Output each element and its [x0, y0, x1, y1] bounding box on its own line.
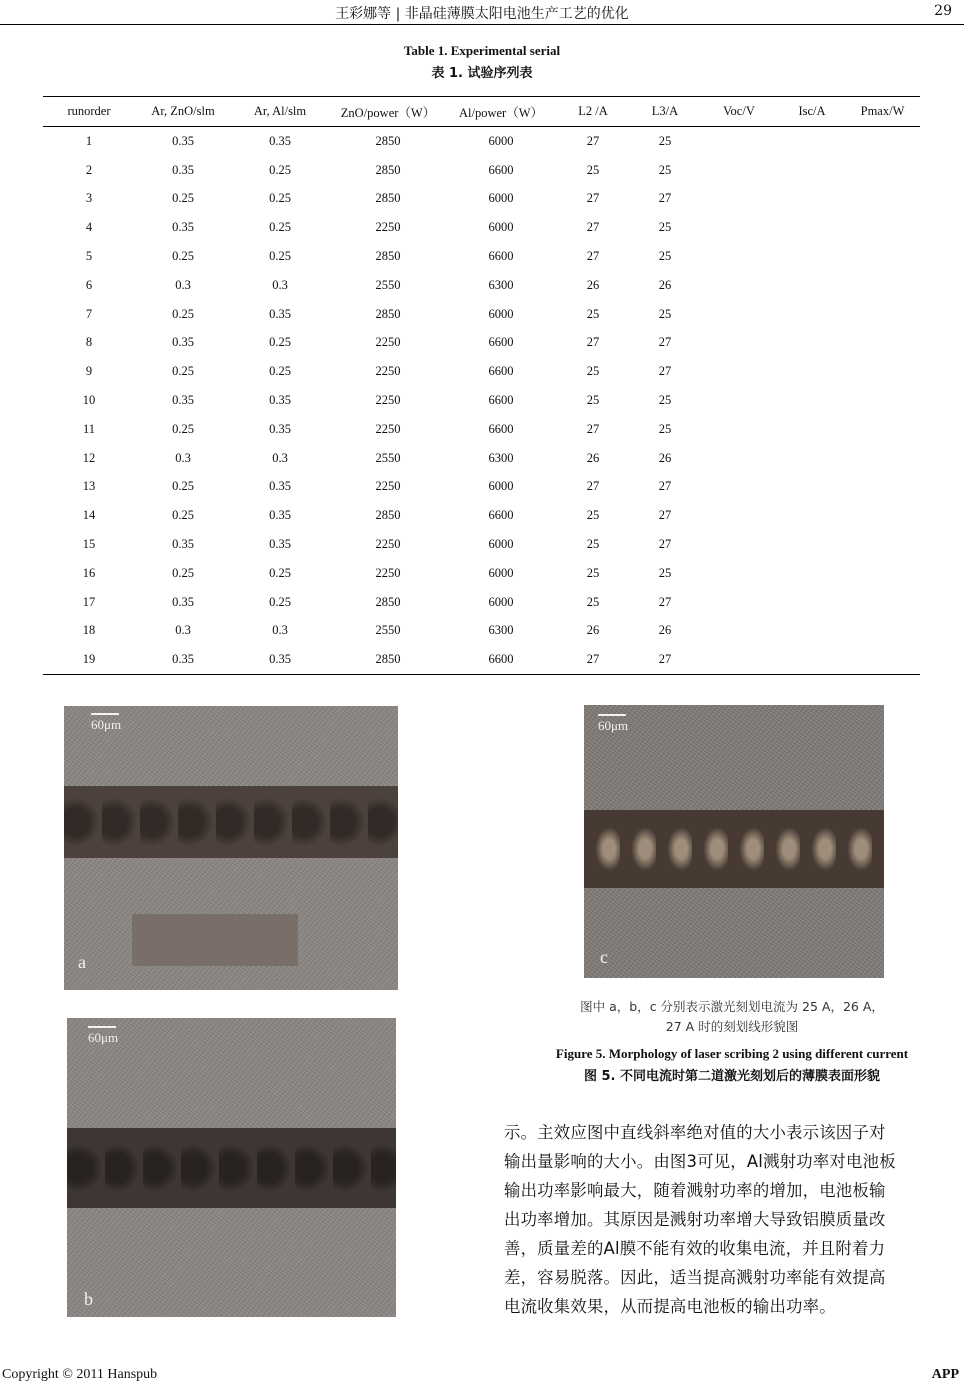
table-cell [845, 588, 920, 617]
journal-abbrev: APP [931, 1367, 959, 1382]
table-row [43, 588, 920, 617]
table-cell: 2850 [375, 249, 401, 264]
table-cell: 6000 [488, 479, 514, 494]
table-row [43, 300, 920, 329]
table-cell [779, 300, 845, 329]
table-cell: 0.25 [172, 421, 194, 436]
table-row [43, 213, 920, 242]
table-row [43, 357, 920, 386]
table-cell: 6600 [488, 421, 514, 436]
table-cell: 2250 [375, 421, 401, 436]
table-cell: 6300 [488, 623, 514, 638]
table-cell: 6600 [488, 364, 514, 379]
table-cell: 2850 [375, 652, 401, 667]
table-cell [779, 127, 845, 156]
table-cell: 25 [586, 162, 600, 177]
table-cell: 0.35 [172, 652, 194, 667]
table-cell: 2850 [375, 594, 401, 609]
table-cell: 0.3 [272, 623, 288, 638]
page-number: 29 [934, 3, 952, 19]
table-cell: 26 [586, 277, 600, 292]
table-cell: 27 [658, 191, 672, 206]
table-cell [699, 242, 779, 271]
table-cell: 6600 [488, 162, 514, 177]
table-cell: 2550 [375, 623, 401, 638]
table-cell [699, 156, 779, 185]
table-cell: 25 [586, 364, 600, 379]
table-row [43, 127, 920, 156]
table-cell [845, 645, 920, 674]
column-header: Al/power（W） [458, 105, 543, 120]
table-cell [699, 300, 779, 329]
table-header-row [43, 97, 920, 127]
figure-note-line-1: 图中 a，b，c 分别表示激光刻划电流为 25 A，26 A， [580, 999, 884, 1014]
table-cell: 25 [586, 565, 600, 580]
panel-label: b [84, 1289, 93, 1309]
table-cell: 7 [85, 306, 93, 321]
table-cell [845, 156, 920, 185]
table-cell: 0.25 [269, 565, 291, 580]
table-cell: 0.35 [269, 508, 291, 523]
table-cell: 1 [85, 133, 93, 148]
table-cell: 0.25 [269, 335, 291, 350]
table-cell: 2850 [375, 508, 401, 523]
table-cell: 6 [85, 277, 93, 292]
table-cell: 0.25 [172, 508, 194, 523]
table-cell: 2250 [375, 537, 401, 552]
table-cell: 5 [85, 249, 93, 264]
table-cell [845, 185, 920, 214]
table-cell: 26 [658, 623, 672, 638]
table-caption-en: Table 1. Experimental serial [403, 43, 561, 58]
table-cell: 25 [658, 393, 672, 408]
column-header: Ar, ZnO/slm [151, 104, 215, 118]
table-cell: 15 [82, 537, 96, 552]
table-cell [845, 559, 920, 588]
panel-label: c [600, 947, 608, 967]
masked-region [132, 914, 298, 966]
table-cell: 12 [82, 450, 96, 465]
scale-bar-line [598, 714, 626, 716]
table-cell: 2550 [375, 277, 401, 292]
table-cell [779, 530, 845, 559]
micrograph-b [67, 1018, 396, 1317]
table-cell: 27 [658, 335, 672, 350]
table-cell [779, 156, 845, 185]
table-cell: 2250 [375, 479, 401, 494]
table-cell [779, 213, 845, 242]
table-cell: 0.35 [172, 162, 194, 177]
table-cell: 0.3 [175, 623, 191, 638]
table-cell: 2550 [375, 450, 401, 465]
table-cell: 0.35 [172, 335, 194, 350]
column-header: Voc/V [723, 104, 755, 118]
table-cell: 0.3 [272, 450, 288, 465]
column-header: L2 /A [578, 104, 608, 118]
table-cell [779, 559, 845, 588]
table-cell: 6600 [488, 335, 514, 350]
table-cell: 27 [658, 537, 672, 552]
column-header: ZnO/power（W） [340, 105, 436, 120]
table-cell [779, 617, 845, 646]
table-cell [779, 588, 845, 617]
scale-bar [598, 714, 628, 734]
table-cell: 18 [82, 623, 96, 638]
scribe-line [67, 1128, 396, 1208]
table-cell [699, 127, 779, 156]
table-cell [779, 357, 845, 386]
table-cell: 27 [586, 421, 600, 436]
body-line: 输出功率影响最大，随着溅射功率的增加，电池板输 [504, 1181, 886, 1200]
table-cell [779, 501, 845, 530]
table-cell: 6600 [488, 393, 514, 408]
scale-bar [88, 1026, 118, 1046]
table-cell: 27 [658, 594, 672, 609]
body-line: 示。主效应图中直线斜率绝对值的大小表示该因子对 [504, 1123, 886, 1142]
table-cell: 6300 [488, 277, 514, 292]
table-cell: 17 [82, 594, 96, 609]
table-cell: 2250 [375, 393, 401, 408]
table-cell: 26 [658, 450, 672, 465]
table-cell: 2250 [375, 565, 401, 580]
table-cell: 26 [658, 277, 672, 292]
table-cell [699, 645, 779, 674]
scale-bar-label: 60μm [91, 717, 122, 732]
table-cell: 25 [586, 537, 600, 552]
table-cell: 2850 [375, 162, 401, 177]
table-cell: 0.25 [269, 364, 291, 379]
page-header [0, 0, 964, 22]
table-cell [845, 415, 920, 444]
table-row [43, 473, 920, 502]
column-header: Pmax/W [860, 104, 905, 118]
table-cell: 6000 [488, 191, 514, 206]
table-cell: 27 [586, 191, 600, 206]
table-row [43, 559, 920, 588]
table-cell: 2250 [375, 364, 401, 379]
column-header: runorder [67, 104, 111, 118]
table-cell: 25 [658, 133, 672, 148]
body-line: 善，质量差的Al膜不能有效的收集电流，并且附着力 [504, 1239, 886, 1258]
table-cell [845, 271, 920, 300]
table-cell [779, 473, 845, 502]
table-cell: 6600 [488, 652, 514, 667]
table-cell [699, 588, 779, 617]
table-cell [699, 271, 779, 300]
table-caption-zh: 表 1. 试验序列表 [431, 66, 533, 81]
body-line: 出功率增加。其原因是溅射功率增大导致铝膜质量改 [504, 1210, 886, 1229]
table-cell [699, 617, 779, 646]
table-cell [845, 617, 920, 646]
figure-caption-en: Figure 5. Morphology of laser scribing 2 using different current [555, 1046, 909, 1061]
table-row [43, 271, 920, 300]
table-cell: 6000 [488, 537, 514, 552]
scribe-line [64, 786, 398, 858]
table-cell: 6000 [488, 565, 514, 580]
table-cell [699, 473, 779, 502]
table-cell: 26 [586, 623, 600, 638]
table-cell: 27 [658, 508, 672, 523]
table-row [43, 645, 920, 674]
table-cell: 25 [658, 162, 672, 177]
table-row [43, 501, 920, 530]
micrograph-c [584, 705, 884, 978]
table-cell: 27 [586, 479, 600, 494]
table-cell: 0.35 [172, 393, 194, 408]
table-body [43, 127, 920, 675]
table-cell: 4 [85, 220, 93, 235]
table-cell: 0.35 [172, 220, 194, 235]
table-row [43, 444, 920, 473]
table-row [43, 617, 920, 646]
table-cell: 25 [658, 421, 672, 436]
table-cell: 27 [586, 335, 600, 350]
figure-caption-zh: 图 5. 不同电流时第二道激光刻划后的薄膜表面形貌 [583, 1069, 881, 1084]
table-cell [779, 185, 845, 214]
page-footer [0, 1367, 964, 1386]
table-cell: 25 [586, 508, 600, 523]
table-cell: 11 [82, 421, 96, 436]
column-header: Ar, Al/slm [253, 104, 307, 118]
table-cell: 25 [658, 565, 672, 580]
figure-note-line-2: 27 A 时的刻划线形貌图 [665, 1019, 799, 1034]
table-cell: 6000 [488, 133, 514, 148]
table-cell: 0.25 [172, 191, 194, 206]
table-cell [779, 386, 845, 415]
table-cell [845, 300, 920, 329]
header-rule [0, 24, 964, 25]
table-cell [845, 473, 920, 502]
table-cell [699, 213, 779, 242]
table-cell: 25 [586, 393, 600, 408]
table-cell: 27 [586, 133, 600, 148]
table-cell: 25 [658, 220, 672, 235]
table-cell: 0.3 [175, 450, 191, 465]
table-cell: 0.35 [269, 421, 291, 436]
table-cell: 6300 [488, 450, 514, 465]
table-cell [845, 242, 920, 271]
table-cell: 0.35 [269, 537, 291, 552]
table-cell: 25 [658, 249, 672, 264]
table-cell: 14 [82, 508, 96, 523]
body-paragraph [504, 1118, 964, 1321]
table-cell: 13 [82, 479, 96, 494]
table-cell: 25 [586, 306, 600, 321]
scale-bar-line [88, 1026, 116, 1028]
table-cell: 0.35 [269, 479, 291, 494]
panel-label: a [78, 952, 86, 972]
table-cell: 2250 [375, 220, 401, 235]
body-line: 电流收集效果，从而提高电池板的输出功率。 [504, 1297, 836, 1316]
table-row [43, 415, 920, 444]
table-cell: 0.25 [269, 249, 291, 264]
table-cell: 2250 [375, 335, 401, 350]
table-cell [845, 357, 920, 386]
table-row [43, 386, 920, 415]
table-cell [699, 530, 779, 559]
table-cell: 6600 [488, 249, 514, 264]
table-cell: 27 [658, 479, 672, 494]
table-cell: 0.25 [172, 249, 194, 264]
scale-bar-label: 60μm [598, 718, 629, 733]
table-cell: 27 [586, 249, 600, 264]
column-header: L3/A [651, 104, 679, 118]
table-cell [845, 127, 920, 156]
table-cell: 2850 [375, 133, 401, 148]
table-cell: 10 [82, 393, 96, 408]
copyright: Copyright © 2011 Hanspub [2, 1367, 158, 1382]
experimental-serial-table [43, 96, 920, 675]
scale-bar [91, 713, 121, 733]
table-cell: 0.25 [172, 565, 194, 580]
table-cell [699, 444, 779, 473]
table-cell: 0.25 [172, 479, 194, 494]
table-cell [779, 271, 845, 300]
table-cell [779, 242, 845, 271]
column-header: Isc/A [798, 104, 826, 118]
table-cell: 25 [658, 306, 672, 321]
table-cell [845, 501, 920, 530]
table-cell: 25 [586, 594, 600, 609]
table-cell [845, 530, 920, 559]
table-cell [699, 329, 779, 358]
body-line: 输出量影响的大小。由图3可见，Al溅射功率对电池板 [504, 1152, 896, 1171]
table-cell: 6000 [488, 306, 514, 321]
table-cell: 0.25 [269, 191, 291, 206]
table-cell [779, 444, 845, 473]
scale-bar-label: 60μm [88, 1030, 119, 1045]
table-cell: 2850 [375, 306, 401, 321]
table-row [43, 185, 920, 214]
table-cell [779, 645, 845, 674]
table-cell: 26 [586, 450, 600, 465]
running-title: 王彩娜等 | 非晶硅薄膜太阳电池生产工艺的优化 [335, 6, 629, 22]
table-cell [845, 213, 920, 242]
table-cell: 27 [586, 220, 600, 235]
table-cell: 0.25 [172, 364, 194, 379]
scale-bar-line [91, 713, 119, 715]
table-cell: 2850 [375, 191, 401, 206]
table-cell [779, 329, 845, 358]
table-cell [699, 357, 779, 386]
table-cell: 0.35 [269, 393, 291, 408]
table-cell [699, 386, 779, 415]
table-cell: 0.25 [269, 162, 291, 177]
table-cell: 19 [82, 652, 96, 667]
table-cell [699, 415, 779, 444]
table-row [43, 156, 920, 185]
table-cell [779, 415, 845, 444]
body-line: 差，容易脱落。因此，适当提高溅射功率能有效提高 [504, 1268, 886, 1287]
table-cell: 0.25 [172, 306, 194, 321]
table-cell: 0.3 [272, 277, 288, 292]
table-cell: 27 [658, 652, 672, 667]
table-cell: 0.25 [269, 220, 291, 235]
table-cell: 0.25 [269, 594, 291, 609]
table-cell: 9 [85, 364, 93, 379]
micrograph-a [64, 706, 398, 990]
table-cell: 27 [586, 652, 600, 667]
table-cell [845, 329, 920, 358]
table-cell: 8 [85, 335, 93, 350]
table-cell: 0.3 [175, 277, 191, 292]
table-cell: 6000 [488, 220, 514, 235]
table-cell: 0.35 [172, 594, 194, 609]
table-cell: 0.35 [172, 133, 194, 148]
table-row [43, 329, 920, 358]
table-cell: 6000 [488, 594, 514, 609]
table-cell: 3 [85, 191, 93, 206]
table-cell [845, 386, 920, 415]
scribe-line [584, 810, 884, 888]
table-cell: 16 [82, 565, 96, 580]
table-cell [699, 501, 779, 530]
table-cell [699, 185, 779, 214]
table-cell: 27 [658, 364, 672, 379]
table-cell: 0.35 [269, 306, 291, 321]
table-cell: 0.35 [269, 133, 291, 148]
table-row [43, 530, 920, 559]
table-cell: 2 [85, 162, 93, 177]
table-row [43, 242, 920, 271]
table-cell: 0.35 [269, 652, 291, 667]
table-cell: 0.35 [172, 537, 194, 552]
table-cell [845, 444, 920, 473]
table-cell [699, 559, 779, 588]
table-cell: 6600 [488, 508, 514, 523]
